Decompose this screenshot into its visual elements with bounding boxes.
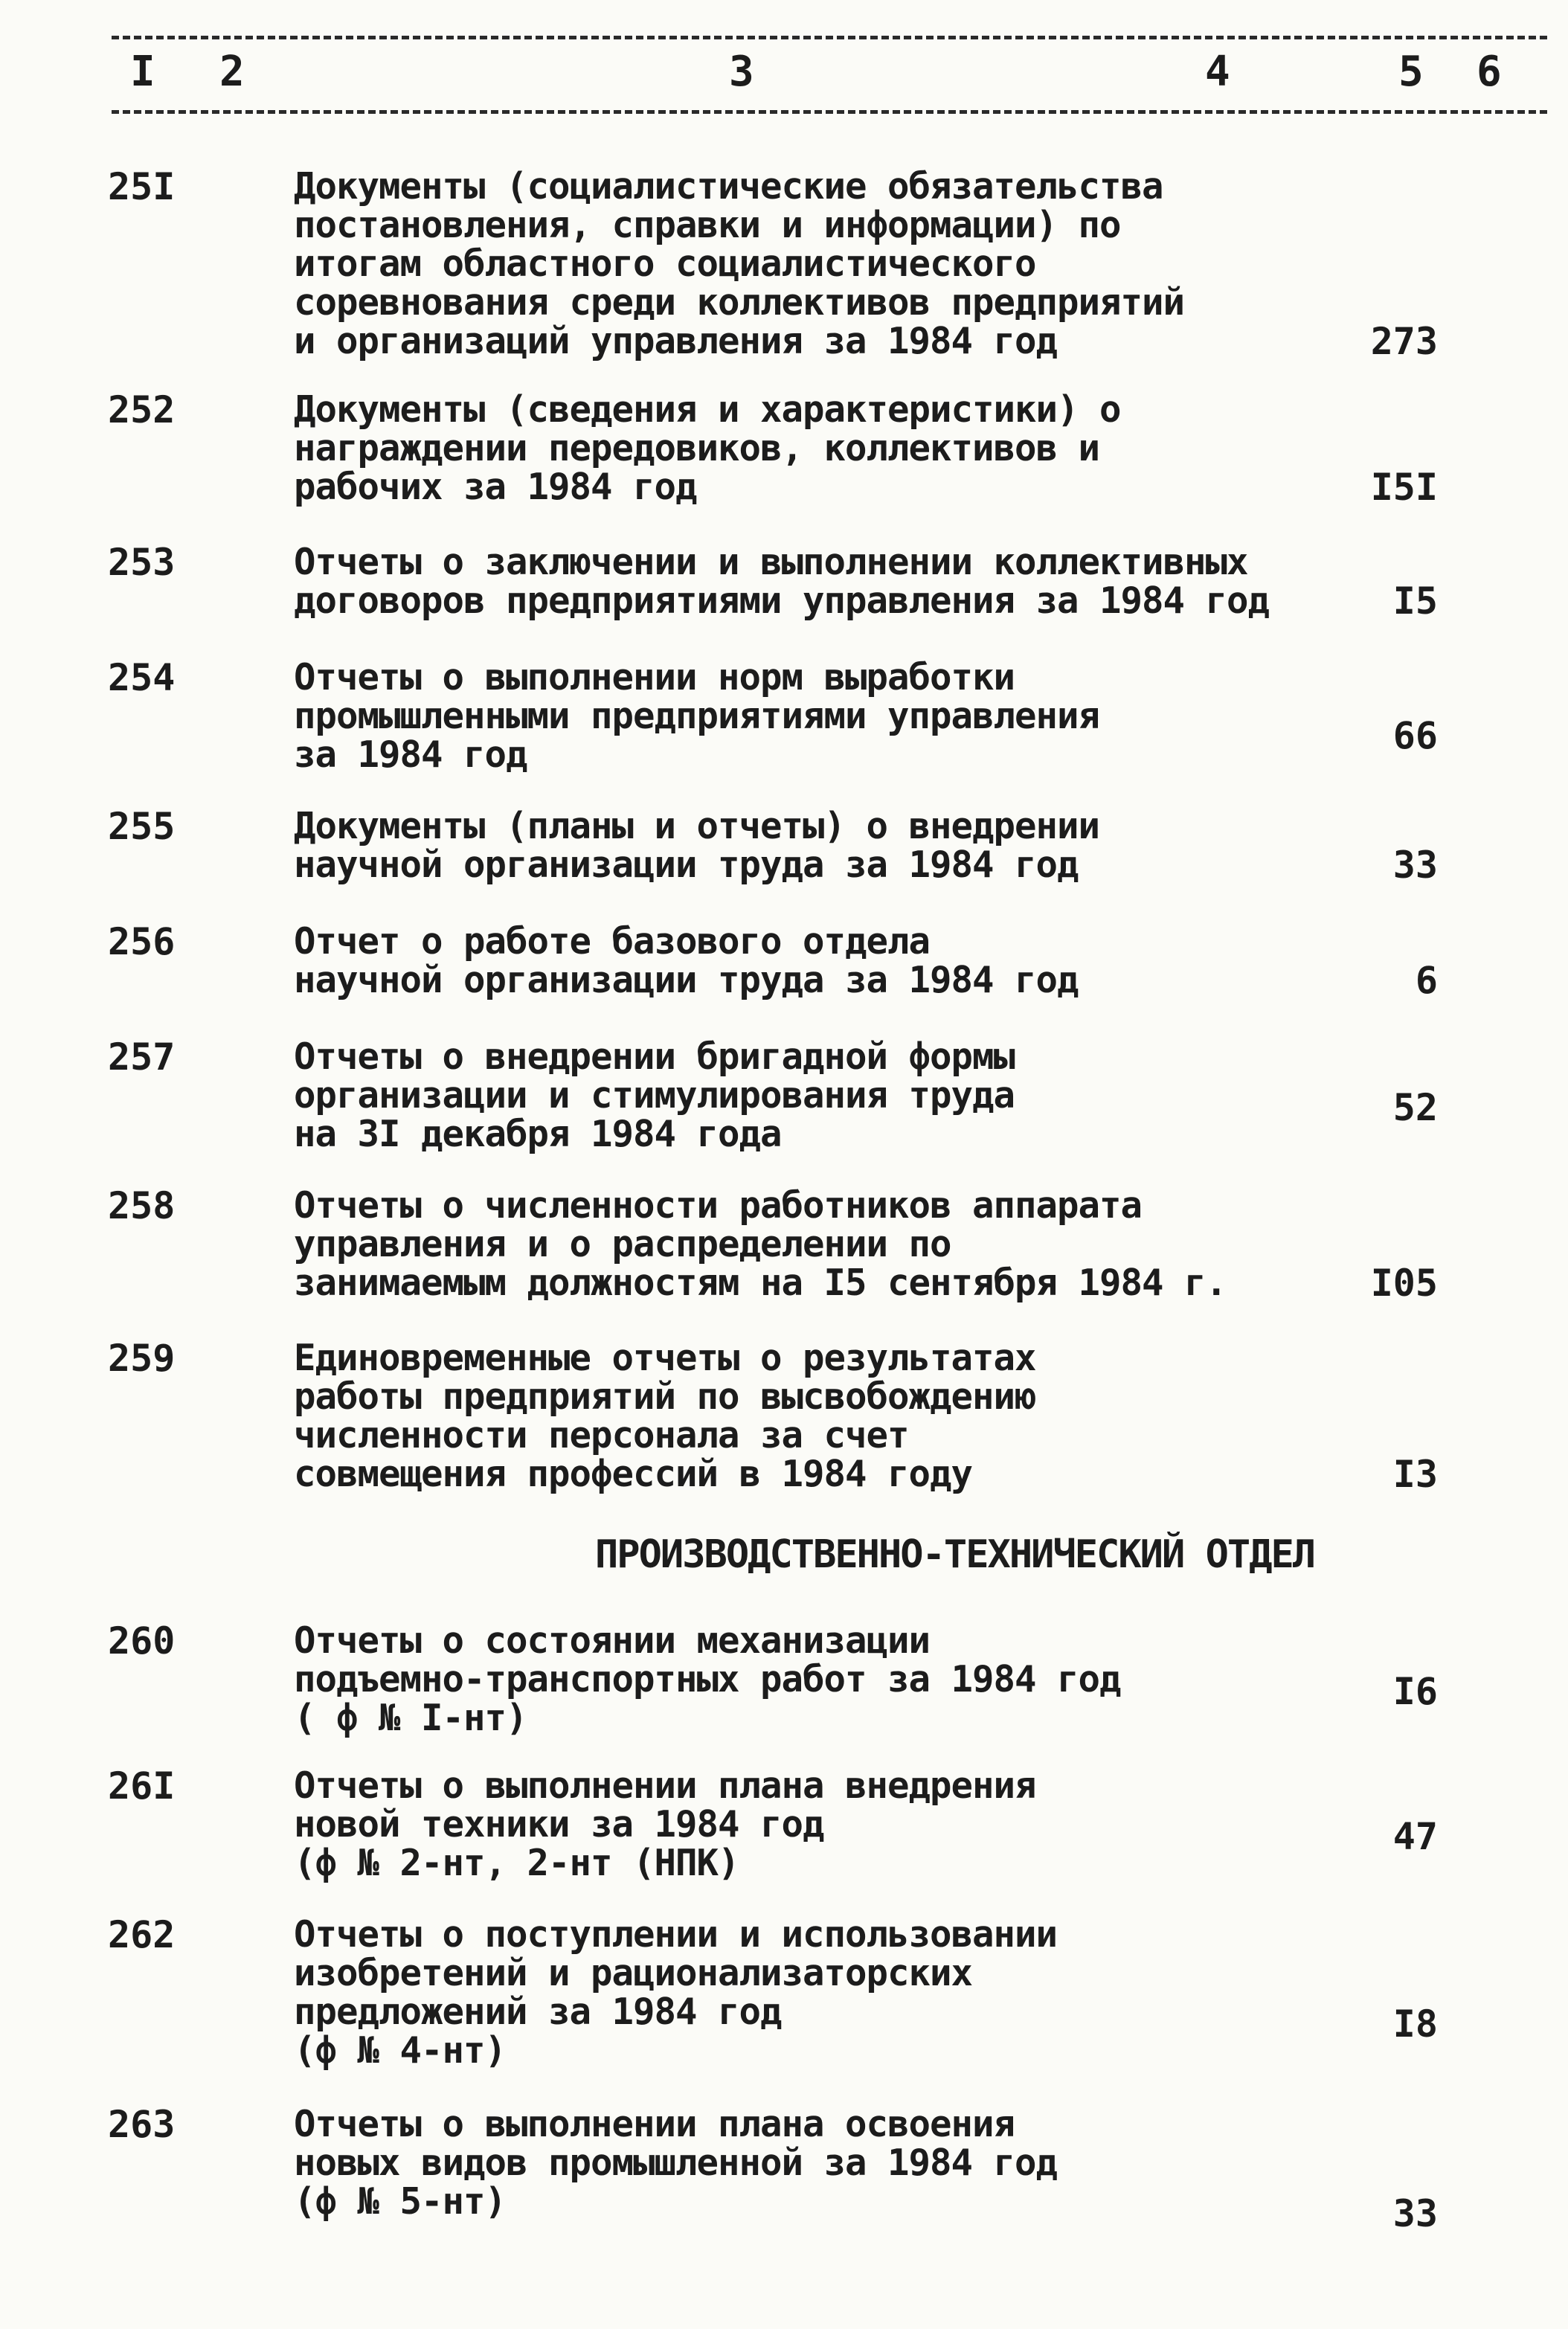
header-rule-top: [112, 36, 1547, 39]
entry-number: 252: [108, 388, 176, 431]
entry-title-line: Отчеты о состоянии механизации: [294, 1619, 931, 1662]
entry-title-line: (ф № 4-нт): [294, 2029, 507, 2072]
entry-title-line: постановления, справки и информации) по: [294, 204, 1121, 246]
entry-sheet-count: 33: [1392, 844, 1438, 887]
section-heading: ПРОИЗВОДСТВЕННО-ТЕХНИЧЕСКИЙ ОТДЕЛ: [595, 1532, 1315, 1577]
entry-title-line: итогам областного социалистического: [294, 242, 1036, 285]
column-header-5: 5: [1398, 48, 1424, 96]
entry-title-line: предложений за 1984 год: [294, 1991, 782, 2033]
entry-title-line: Отчеты о численности работников аппарата: [294, 1184, 1143, 1227]
entry-title-line: за 1984 год: [294, 733, 527, 776]
entry-title-line: ( ф № I-нт): [294, 1697, 527, 1739]
entry-title-line: новой техники за 1984 год: [294, 1803, 824, 1845]
entry-title-line: Отчеты о заключении и выполнении коллективных: [294, 541, 1248, 583]
header-rule-bottom: [112, 110, 1547, 114]
column-header-6: 6: [1477, 48, 1502, 96]
entry-title-line: и организаций управления за 1984 год: [294, 320, 1058, 362]
entry-number: 253: [108, 541, 176, 584]
entry-title-line: Документы (планы и отчеты) о внедрении: [294, 805, 1100, 847]
entry-number: 258: [108, 1184, 176, 1227]
entry-number: 259: [108, 1337, 176, 1380]
entry-sheet-count: I8: [1392, 2002, 1438, 2046]
entry-title-line: (ф № 5-нт): [294, 2180, 507, 2223]
entry-title-line: промышленными предприятиями управления: [294, 695, 1100, 737]
entry-title-line: Отчеты о выполнении плана освоения: [294, 2103, 1015, 2145]
entry-title-line: занимаемым должностям на I5 сентября 1984 г.: [294, 1262, 1227, 1304]
entry-number: 256: [108, 920, 176, 963]
entry-title-line: Отчеты о поступлении и использовании: [294, 1913, 1058, 1956]
entry-title-line: (ф № 2-нт, 2-нт (НПК): [294, 1842, 739, 1884]
entry-number: 262: [108, 1913, 176, 1956]
entry-number: 25I: [108, 165, 176, 208]
entry-sheet-count: 273: [1370, 320, 1438, 363]
entry-title-line: организации и стимулирования труда: [294, 1074, 1015, 1117]
entry-sheet-count: 33: [1392, 2191, 1438, 2235]
entry-title-line: Отчет о работе базового отдела: [294, 920, 931, 963]
entry-number: 260: [108, 1619, 176, 1663]
entry-number: 26I: [108, 1764, 176, 1808]
entry-title-line: подъемно-транспортных работ за 1984 год: [294, 1658, 1121, 1700]
entry-title-line: управления и о распределении по: [294, 1223, 951, 1265]
entry-title-line: Отчеты о выполнении плана внедрения: [294, 1764, 1036, 1807]
entry-sheet-count: 66: [1392, 714, 1438, 757]
entry-sheet-count: I5: [1392, 579, 1438, 623]
entry-title-line: Документы (социалистические обязательства: [294, 165, 1163, 208]
column-header-3: 3: [729, 48, 754, 96]
entry-title-line: научной организации труда за 1984 год: [294, 844, 1079, 886]
entry-sheet-count: I3: [1392, 1453, 1438, 1496]
entry-title-line: научной организации труда за 1984 год: [294, 959, 1079, 1001]
column-header-1: I: [130, 48, 155, 96]
entry-title-line: Единовременные отчеты о результатах: [294, 1337, 1036, 1379]
entry-title-line: соревнования среди коллективов предприятий: [294, 281, 1185, 324]
column-header-4: 4: [1205, 48, 1230, 96]
entry-sheet-count: I05: [1370, 1262, 1438, 1305]
entry-sheet-count: I6: [1392, 1669, 1438, 1713]
entry-title-line: работы предприятий по высвобождению: [294, 1375, 1036, 1418]
entry-title-line: Документы (сведения и характеристики) о: [294, 388, 1121, 431]
entry-title-line: совмещения профессий в 1984 году: [294, 1453, 973, 1495]
entry-title-line: численности персонала за счет: [294, 1414, 909, 1456]
entry-title-line: награждении передовиков, коллективов и: [294, 427, 1100, 469]
entry-title-line: рабочих за 1984 год: [294, 466, 697, 508]
entry-title-line: изобретений и рационализаторских: [294, 1952, 973, 1994]
entry-number: 257: [108, 1035, 176, 1079]
entry-title-line: договоров предприятиями управления за 1984 год: [294, 579, 1270, 622]
entry-title-line: новых видов промышленной за 1984 год: [294, 2142, 1058, 2184]
entry-title-line: Отчеты о внедрении бригадной формы: [294, 1035, 1015, 1078]
entry-sheet-count: 47: [1392, 1814, 1438, 1858]
entry-sheet-count: 52: [1392, 1085, 1438, 1129]
entry-number: 255: [108, 805, 176, 848]
entry-sheet-count: I5I: [1370, 466, 1438, 509]
entry-title-line: на 3I декабря 1984 года: [294, 1113, 782, 1155]
entry-sheet-count: 6: [1415, 959, 1438, 1002]
entry-title-line: Отчеты о выполнении норм выработки: [294, 656, 1015, 698]
column-header-2: 2: [219, 48, 245, 96]
entry-number: 263: [108, 2103, 176, 2146]
entry-number: 254: [108, 656, 176, 699]
